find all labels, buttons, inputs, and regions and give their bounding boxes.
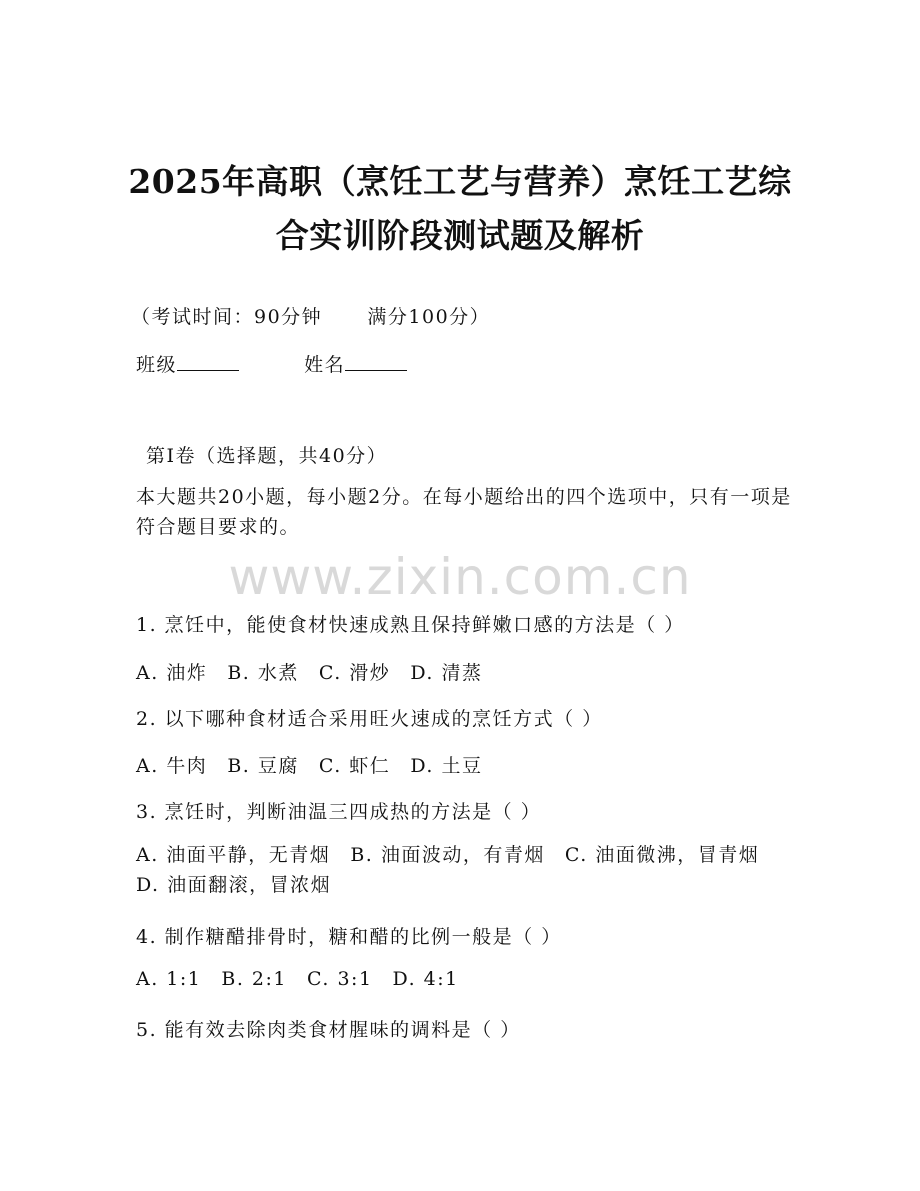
question-1-options (136, 658, 796, 685)
section-instructions: 本大题共20小题，每小题2分。在每小题给出的四个选项中，只有一项是符合题目要求的。 (136, 486, 792, 538)
name-blank[interactable] (345, 352, 407, 371)
question-4-options (136, 968, 796, 990)
option-d: D. 清蒸 (410, 662, 483, 684)
question-2-options (136, 751, 796, 778)
question-3-options (136, 840, 796, 900)
option-a: A. 油面平静，无青烟 (136, 844, 331, 866)
option-d: D. 土豆 (410, 755, 483, 777)
question-2: 2. 以下哪种食材适合采用旺火速成的烹饪方式（ ） (136, 708, 603, 730)
option-b: B. 油面波动，有青烟 (350, 844, 545, 866)
option-a: A. 1:1 (136, 968, 202, 990)
option-a: A. 牛肉 (136, 755, 208, 777)
option-d: D. 4:1 (392, 968, 459, 990)
question-1: 1. 烹饪中，能使食材快速成熟且保持鲜嫩口感的方法是（ ） (136, 614, 685, 636)
class-blank[interactable] (177, 352, 239, 371)
exam-info: （考试时间：90分钟 满分100分） (131, 306, 491, 328)
option-c: C. 虾仁 (318, 755, 391, 777)
option-c: C. 油面微沸，冒青烟 (564, 844, 760, 866)
section-heading: 第Ⅰ卷（选择题，共40分） (146, 445, 388, 467)
page-title-line1: 2025年高职（烹饪工艺与营养）烹饪工艺综 (128, 162, 792, 201)
option-b: B. 水煮 (227, 662, 299, 684)
question-3: 3. 烹饪时，判断油温三四成热的方法是（ ） (136, 801, 542, 823)
question-5: 5. 能有效去除肉类食材腥味的调料是（ ） (136, 1019, 521, 1041)
name-label: 姓名 (304, 354, 346, 376)
option-b: B. 豆腐 (227, 755, 299, 777)
question-4: 4. 制作糖醋排骨时，糖和醋的比例一般是（ ） (136, 926, 562, 948)
class-label: 班级 (136, 354, 178, 376)
student-info-row (136, 350, 796, 377)
option-c: C. 3:1 (307, 968, 373, 990)
option-c: C. 滑炒 (318, 662, 391, 684)
option-b: B. 2:1 (221, 968, 288, 990)
page-title-line2: 合实训阶段测试题及解析 (275, 216, 645, 255)
option-a: A. 油炸 (136, 662, 208, 684)
watermark: www.zixin.com.cn (228, 548, 692, 606)
option-d: D. 油面翻滚，冒浓烟 (136, 874, 332, 896)
